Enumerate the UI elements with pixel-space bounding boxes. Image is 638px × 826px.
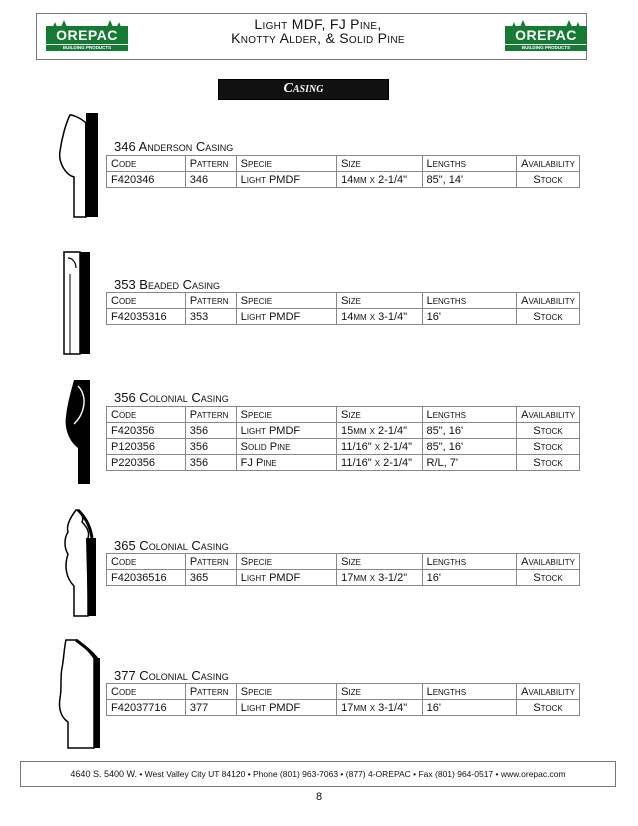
cell-size: 11/16" x 2-1/4"	[337, 439, 423, 455]
product-table	[106, 683, 580, 716]
col-specie: Specie	[236, 554, 336, 570]
product-table	[106, 155, 580, 188]
cell-size: 11/16" x 2-1/4"	[337, 455, 423, 471]
col-availability: Availability	[517, 684, 580, 700]
col-code: Code	[107, 407, 186, 423]
cell-lengths: 16'	[422, 700, 517, 716]
cell-size: 15mm x 2-1/4"	[337, 423, 423, 439]
cell-pattern: 353	[185, 309, 236, 325]
col-specie: Specie	[236, 407, 336, 423]
title-line-1: Light MDF, FJ Pine,	[254, 16, 382, 32]
cell-code: F420346	[107, 172, 186, 188]
product-name: 365 Colonial Casing	[114, 538, 229, 553]
section-title: Casing	[283, 81, 324, 96]
table-row	[107, 439, 580, 455]
col-size: Size	[337, 554, 422, 570]
col-size: Size	[337, 156, 422, 172]
footer-address-main: 4640 S. 5400 W.	[70, 769, 137, 779]
col-pattern: Pattern	[185, 156, 236, 172]
title-line-2: Knotty Alder, & Solid Pine	[231, 30, 405, 46]
cell-specie: FJ Pine	[236, 455, 336, 471]
page-title	[130, 17, 506, 45]
table-row	[107, 423, 580, 439]
cell-code: F42035316	[107, 309, 186, 325]
col-code: Code	[107, 293, 186, 309]
col-lengths: Lengths	[422, 293, 517, 309]
orepac-logo-right	[505, 20, 587, 52]
col-pattern: Pattern	[185, 407, 236, 423]
col-lengths: Lengths	[422, 156, 517, 172]
cell-size: 17mm x 3-1/4"	[337, 700, 422, 716]
cell-code: P220356	[107, 455, 186, 471]
col-code: Code	[107, 684, 186, 700]
col-pattern: Pattern	[185, 554, 236, 570]
cell-specie: Light PMDF	[236, 570, 336, 586]
cell-size: 14mm x 3-1/4"	[337, 309, 422, 325]
product-name: 353 Beaded Casing	[114, 277, 220, 292]
cell-pattern: 356	[185, 439, 236, 455]
cell-lengths: 85", 16'	[422, 423, 517, 439]
cell-code: P120356	[107, 439, 186, 455]
footer-address-rest: • West Valley City UT 84120 • Phone (801) 963-7063 • (877) 4-OREPAC • Fax (801) 964-0517 • www.orepac.com	[136, 769, 566, 779]
cell-specie: Light PMDF	[236, 172, 336, 188]
product-table	[106, 292, 580, 325]
table-row	[107, 455, 580, 471]
casing-profile-365	[62, 508, 110, 618]
orepac-logo-left	[46, 20, 128, 52]
col-availability: Availability	[517, 293, 580, 309]
col-lengths: Lengths	[422, 407, 517, 423]
cell-availability: Stock	[517, 570, 580, 586]
cell-code: F42037716	[107, 700, 186, 716]
product-name: 346 Anderson Casing	[114, 139, 234, 154]
col-specie: Specie	[236, 156, 336, 172]
table-header-row	[107, 554, 580, 570]
casing-profile-346	[52, 113, 107, 219]
cell-lengths: 85", 14'	[422, 172, 517, 188]
col-pattern: Pattern	[185, 293, 236, 309]
cell-pattern: 365	[185, 570, 236, 586]
table-row	[107, 700, 580, 716]
product-table	[106, 406, 580, 471]
logo-subtext: BUILDING PRODUCTS	[505, 45, 587, 51]
cell-specie: Solid Pine	[236, 439, 336, 455]
table-header-row	[107, 293, 580, 309]
product-name: 356 Colonial Casing	[114, 390, 229, 405]
col-size: Size	[337, 684, 422, 700]
cell-availability: Stock	[517, 172, 580, 188]
col-lengths: Lengths	[422, 554, 517, 570]
cell-availability: Stock	[517, 309, 580, 325]
col-availability: Availability	[517, 407, 580, 423]
product-table	[106, 553, 580, 586]
cell-size: 17mm x 3-1/2"	[337, 570, 422, 586]
page-number: 8	[315, 791, 323, 803]
col-size: Size	[337, 407, 423, 423]
cell-lengths: 16'	[422, 309, 517, 325]
table-row	[107, 172, 580, 188]
cell-availability: Stock	[517, 423, 580, 439]
cell-availability: Stock	[517, 439, 580, 455]
col-lengths: Lengths	[422, 684, 517, 700]
cell-lengths: R/L, 7'	[422, 455, 517, 471]
cell-availability: Stock	[517, 455, 580, 471]
cell-specie: Light PMDF	[236, 700, 336, 716]
table-header-row	[107, 156, 580, 172]
logo-wordmark: OREPAC	[505, 26, 587, 44]
table-header-row	[107, 407, 580, 423]
casing-profile-356	[60, 378, 110, 486]
logo-wordmark: OREPAC	[46, 26, 128, 44]
col-size: Size	[337, 293, 422, 309]
col-code: Code	[107, 156, 186, 172]
section-banner	[218, 79, 389, 100]
cell-size: 14mm x 2-1/4"	[337, 172, 422, 188]
cell-specie: Light PMDF	[236, 309, 336, 325]
footer-contact	[20, 761, 616, 787]
cell-pattern: 377	[185, 700, 236, 716]
casing-profile-353	[62, 250, 102, 356]
cell-pattern: 356	[185, 423, 236, 439]
logo-subtext: BUILDING PRODUCTS	[46, 45, 128, 51]
cell-code: F420356	[107, 423, 186, 439]
col-availability: Availability	[517, 554, 580, 570]
cell-lengths: 16'	[422, 570, 517, 586]
table-header-row	[107, 684, 580, 700]
col-pattern: Pattern	[185, 684, 236, 700]
col-specie: Specie	[236, 293, 336, 309]
cell-specie: Light PMDF	[236, 423, 336, 439]
cell-code: F42036516	[107, 570, 186, 586]
cell-availability: Stock	[517, 700, 580, 716]
table-row	[107, 309, 580, 325]
table-row	[107, 570, 580, 586]
cell-pattern: 356	[185, 455, 236, 471]
cell-lengths: 85", 16'	[422, 439, 517, 455]
casing-profile-377	[54, 638, 110, 750]
col-code: Code	[107, 554, 186, 570]
col-specie: Specie	[236, 684, 336, 700]
col-availability: Availability	[517, 156, 580, 172]
product-name: 377 Colonial Casing	[114, 668, 229, 683]
cell-pattern: 346	[185, 172, 236, 188]
